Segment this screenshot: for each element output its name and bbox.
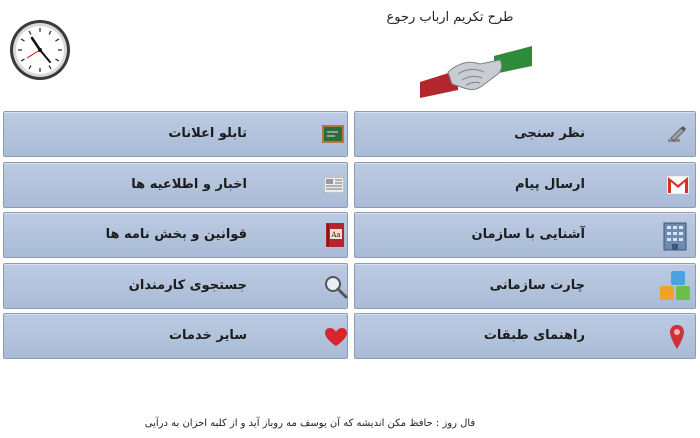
about-organization-button[interactable] <box>354 212 696 258</box>
blocks-icon <box>659 270 691 302</box>
analog-clock <box>8 18 72 82</box>
other-services-label: سایر خدمات <box>168 328 247 343</box>
daily-quote: فال روز : حافظ مکن اندیشه که آن یوسف مه روباز آید و از کلبه احزان به درآیی <box>144 418 476 429</box>
send-message-label: ارسال پیام <box>514 177 585 192</box>
floor-guide-button[interactable] <box>354 313 696 359</box>
org-chart-button[interactable] <box>354 263 696 309</box>
about-organization-label: آشنایی با سازمان <box>471 227 585 242</box>
floor-guide-label: راهنمای طبقات <box>483 328 585 343</box>
survey-label: نظر سنجی <box>514 126 585 141</box>
dictionary-icon <box>326 223 344 247</box>
bulletin-board-label: تابلو اعلانات <box>168 126 247 141</box>
page-title: طرح تکریم ارباب رجوع <box>386 10 514 25</box>
survey-button[interactable] <box>354 111 696 157</box>
news-label: اخبار و اطلاعیه ها <box>131 177 247 192</box>
other-services-button[interactable] <box>3 313 348 359</box>
svg-text:Aa: Aa <box>331 231 341 239</box>
staff-search-button[interactable] <box>3 263 348 309</box>
heart-icon <box>324 327 348 347</box>
newspaper-icon <box>324 177 344 193</box>
rules-label: قوانین و بخش نامه ها <box>105 227 247 242</box>
send-message-button[interactable] <box>354 162 696 208</box>
map-pin-icon <box>669 324 685 350</box>
news-button[interactable] <box>3 162 348 208</box>
rules-button[interactable] <box>3 212 348 258</box>
org-chart-label: چارت سازمانی <box>489 278 585 293</box>
building-icon <box>661 221 689 251</box>
magnifier-icon <box>324 275 348 299</box>
bulletin-board-button[interactable] <box>3 111 348 157</box>
chalkboard-icon <box>322 125 344 143</box>
pencil-icon <box>667 124 687 144</box>
gmail-icon <box>667 176 689 194</box>
staff-search-label: جستجوی کارمندان <box>128 278 247 293</box>
handshake-logo <box>418 44 534 98</box>
